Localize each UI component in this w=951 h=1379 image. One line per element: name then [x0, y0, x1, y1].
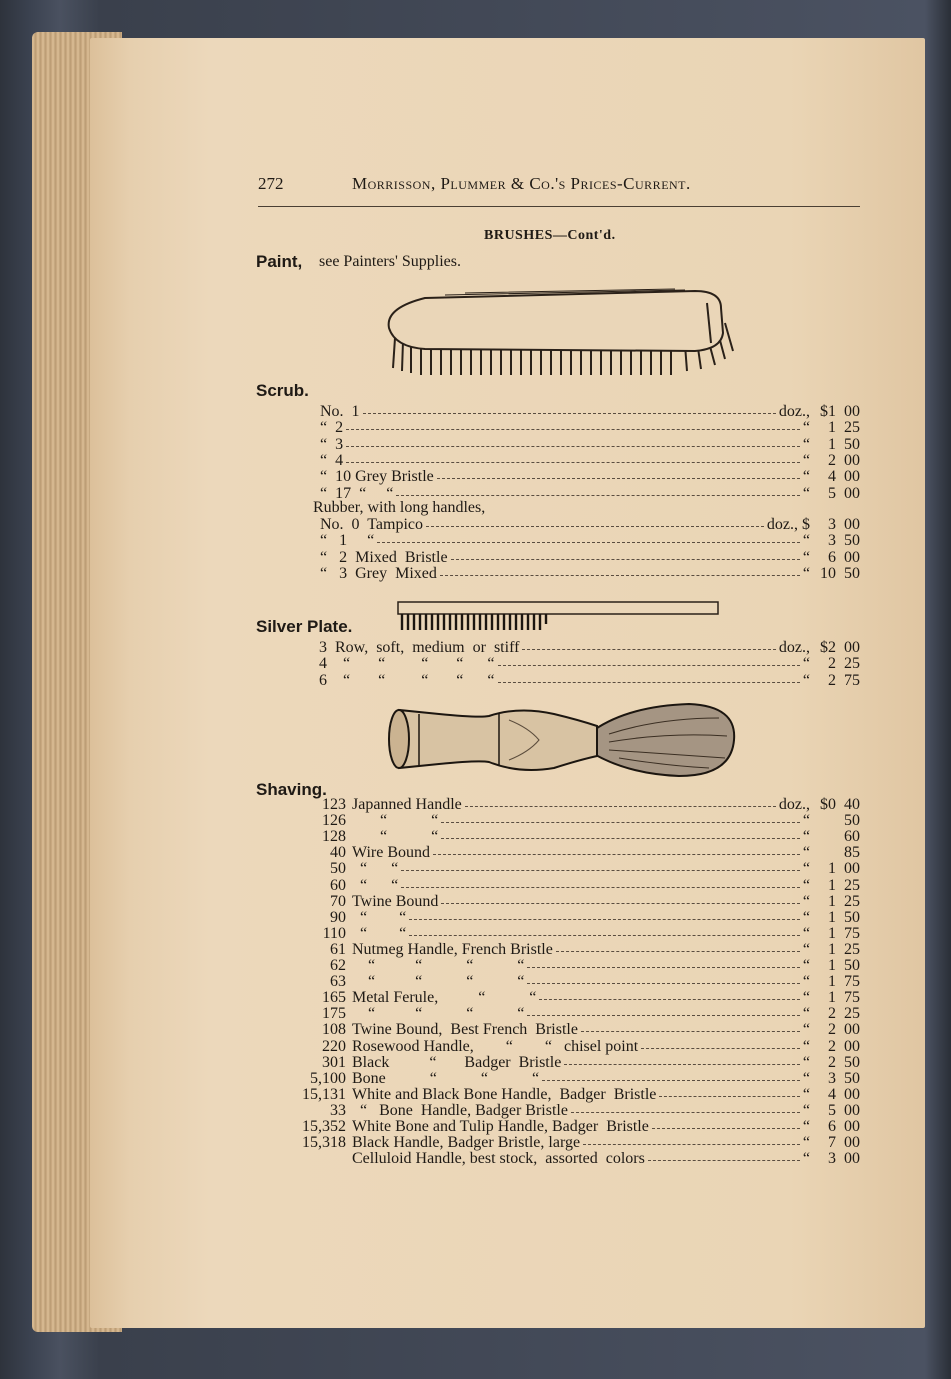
- shaving-row: [0, 1103, 951, 1119]
- shaving-price: [814, 1055, 860, 1071]
- silver-price-dollars: $2: [820, 639, 836, 656]
- shaving-price: [814, 894, 860, 910]
- shaving-row: [0, 1151, 951, 1167]
- scrub-price: [814, 469, 860, 485]
- shaving-leader-dots: [641, 1048, 800, 1049]
- shaving-item-number: 123: [322, 796, 346, 813]
- paint-title: Paint,: [256, 252, 303, 271]
- shaving-item-label: Wire Bound: [352, 844, 431, 862]
- silver-unit: doz.,: [778, 639, 810, 656]
- shaving-leader-dots: [581, 1031, 800, 1032]
- scrub-item-label: No. 1: [320, 403, 360, 420]
- shaving-price-dollars: 1: [828, 876, 836, 894]
- shaving-item-number: 15,318: [302, 1134, 346, 1152]
- scrub-row: [0, 469, 951, 485]
- shaving-item-label: “ “: [352, 876, 399, 894]
- shaving-item-label: White Bone and Tulip Handle, Badger Bristle: [352, 1118, 649, 1135]
- shaving-item-label: “ Bone Handle, Badger Bristle: [352, 1101, 568, 1119]
- shaving-price-cents: 00: [844, 1085, 860, 1103]
- scrub-price-cents: 00: [844, 403, 860, 420]
- paint-text: see Painters' Supplies.: [319, 253, 461, 270]
- scrub-price-cents: 50: [844, 435, 860, 453]
- scrub-block: [389, 291, 723, 351]
- shaving-price-dollars: 3: [828, 1069, 836, 1087]
- section-heading: BRUSHES—Cont'd.: [484, 228, 616, 243]
- shaving-leader-dots: [571, 1112, 800, 1113]
- shaving-unit: “: [802, 812, 810, 830]
- shaving-leader-dots: [401, 887, 800, 888]
- scrub-title: Scrub.: [256, 381, 309, 400]
- shaving-item-label: “ “ “ “: [352, 957, 525, 974]
- shaving-price: [814, 1135, 860, 1151]
- scrub-price: [814, 420, 860, 436]
- shaving-price-cents: 00: [844, 1134, 860, 1152]
- shaving-price-cents: 85: [844, 844, 860, 862]
- shaving-row: [0, 813, 951, 829]
- rubber-leader-dots: [440, 575, 800, 576]
- silver-plate-brush-illustration: [396, 600, 726, 632]
- shaving-price-cents: 25: [844, 876, 860, 894]
- silver-item-label: 3 Row, soft, medium or stiff: [319, 639, 520, 656]
- shaving-price-dollars: 1: [828, 957, 836, 974]
- scrub-leader-dots: [437, 478, 800, 479]
- silver-unit: “: [802, 671, 810, 689]
- scrub-price: [814, 404, 860, 420]
- shaving-unit: “: [802, 1037, 810, 1055]
- scrub-unit: “: [802, 468, 810, 486]
- shaving-item-label: Rosewood Handle, “ “ chisel point: [352, 1037, 639, 1055]
- shaving-price: [814, 813, 860, 829]
- shaving-row: [0, 1022, 951, 1038]
- shaving-row: [0, 1055, 951, 1071]
- scrub-price-dollars: 1: [828, 419, 836, 437]
- silver-leader-dots: [498, 682, 800, 683]
- shaving-item-label: Black “ Badger Bristle: [352, 1053, 562, 1071]
- scrub-row: [0, 453, 951, 469]
- shaving-item-label: “ “ “ “: [352, 973, 525, 991]
- scrub-row: [0, 420, 951, 436]
- shaving-row: [0, 878, 951, 894]
- shaving-row: [0, 942, 951, 958]
- shaving-unit: “: [802, 989, 810, 1007]
- shaving-item-label: Bone “ “ “: [352, 1069, 540, 1087]
- scrub-item-label: “ 2: [320, 419, 344, 437]
- scrub-leader-dots: [346, 446, 800, 447]
- shaving-price-dollars: $0: [820, 796, 836, 813]
- scrub-unit: doz.,: [778, 403, 810, 420]
- shaving-item-number: 301: [322, 1053, 346, 1071]
- silver-row: [0, 673, 951, 689]
- rubber-price: [814, 550, 860, 566]
- silver-item-label: 4 “ “ “ “ “: [319, 655, 495, 673]
- running-title: Morrisson, Plummer & Co.'s Prices-Current.: [352, 174, 691, 193]
- shaving-leader-dots: [527, 983, 799, 984]
- scrub-price-dollars: $1: [820, 403, 836, 420]
- shaving-price-cents: 40: [844, 796, 860, 813]
- shaving-leader-dots: [441, 822, 800, 823]
- shaving-item-number: 90: [330, 908, 346, 926]
- shaving-item-label: “ “ “ “: [352, 1005, 525, 1023]
- shaving-row: [0, 958, 951, 974]
- shaving-unit: “: [802, 828, 810, 846]
- shaving-leader-dots: [401, 870, 800, 871]
- shaving-row: [0, 1039, 951, 1055]
- rubber-price-dollars: 3: [828, 516, 836, 533]
- shaving-unit: “: [802, 876, 810, 894]
- shaving-item-label: “ “: [352, 860, 399, 878]
- rubber-price-dollars: 10: [820, 564, 836, 582]
- shaving-leader-dots: [409, 935, 800, 936]
- shaving-unit: doz.,: [778, 796, 810, 813]
- shaving-leader-dots: [583, 1144, 800, 1145]
- rubber-price-cents: 50: [844, 532, 860, 550]
- shaving-brush-illustration: [379, 698, 739, 788]
- shaving-price: [814, 1039, 860, 1055]
- shaving-item-number: 61: [330, 940, 346, 958]
- shaving-row: [0, 974, 951, 990]
- rubber-price-cents: 00: [844, 516, 860, 533]
- rubber-unit: “: [802, 532, 810, 550]
- shaving-price-cents: 50: [844, 1053, 860, 1071]
- shaving-leader-dots: [441, 838, 800, 839]
- rubber-row: [0, 533, 951, 549]
- shaving-price-cents: 00: [844, 1021, 860, 1039]
- shaving-title: Shaving.: [256, 780, 327, 799]
- shaving-item-number: 63: [330, 973, 346, 991]
- shaving-leader-dots: [539, 999, 799, 1000]
- shaving-price-cents: 00: [844, 1037, 860, 1055]
- shaving-item-number: 175: [322, 1005, 346, 1023]
- shaving-price-cents: 25: [844, 1005, 860, 1023]
- shaving-price: [814, 1071, 860, 1087]
- shaving-unit: “: [802, 1021, 810, 1039]
- shaving-price: [814, 878, 860, 894]
- shaving-row: [0, 1119, 951, 1135]
- rubber-leader-dots: [426, 526, 764, 527]
- shaving-unit: “: [802, 908, 810, 926]
- header-rule: [258, 206, 860, 207]
- shaving-item-label: Black Handle, Badger Bristle, large: [352, 1134, 581, 1152]
- shaving-leader-dots: [542, 1080, 800, 1081]
- rubber-price-dollars: 3: [828, 532, 836, 550]
- shaving-unit: “: [802, 844, 810, 862]
- shaving-row: [0, 1071, 951, 1087]
- shaving-price-dollars: 4: [828, 1085, 836, 1103]
- shaving-item-number: 70: [330, 892, 346, 910]
- scrub-price: [814, 453, 860, 469]
- shaving-price-dollars: 1: [828, 973, 836, 991]
- shaving-price-cents: 25: [844, 892, 860, 910]
- scrub-row: [0, 437, 951, 453]
- shaving-price-dollars: 1: [828, 908, 836, 926]
- silver-plate-title: Silver Plate.: [256, 617, 353, 636]
- silver-price-dollars: 2: [828, 655, 836, 673]
- shaving-item-number: 15,131: [302, 1085, 346, 1103]
- silver-unit: “: [802, 655, 810, 673]
- shaving-price-cents: 50: [844, 812, 860, 830]
- silver-price: [814, 673, 860, 689]
- page-number: 272: [258, 174, 284, 193]
- scrub-unit: “: [802, 419, 810, 437]
- rubber-unit: “: [802, 564, 810, 582]
- shaving-row: [0, 1006, 951, 1022]
- rubber-item-label: No. 0 Tampico: [320, 516, 424, 533]
- shaving-leader-dots: [564, 1064, 800, 1065]
- shaving-leader-dots: [409, 919, 800, 920]
- shaving-item-label: Twine Bound: [352, 892, 439, 910]
- shaving-unit: “: [802, 1069, 810, 1087]
- silver-price-cents: 25: [844, 655, 860, 673]
- shaving-leader-dots: [441, 903, 799, 904]
- shaving-item-label: White and Black Bone Handle, Badger Bristle: [352, 1085, 657, 1103]
- rubber-item-label: “ 2 Mixed Bristle: [320, 548, 448, 566]
- shaving-price: [814, 797, 860, 813]
- shaving-row: [0, 797, 951, 813]
- rubber-row: [0, 566, 951, 582]
- rubber-item-label: “ 3 Grey Mixed: [320, 564, 437, 582]
- silver-leader-dots: [522, 649, 775, 650]
- shaving-price-cents: 00: [844, 1118, 860, 1135]
- shaving-row: [0, 894, 951, 910]
- shaving-item-label: “ “: [352, 924, 407, 942]
- scrub-unit: “: [802, 435, 810, 453]
- shaving-item-label: Twine Bound, Best French Bristle: [352, 1021, 578, 1039]
- shaving-item-label: “ “: [352, 908, 407, 926]
- scrub-leader-dots: [363, 413, 776, 414]
- shaving-item-number: 62: [330, 957, 346, 974]
- shaving-item-label: “ “: [352, 828, 439, 846]
- shaving-leader-dots: [527, 967, 799, 968]
- silver-price-dollars: 2: [828, 671, 836, 689]
- shaving-price: [814, 829, 860, 845]
- shaving-price-dollars: 1: [828, 989, 836, 1007]
- shaving-unit: “: [802, 940, 810, 958]
- shaving-unit: “: [802, 892, 810, 910]
- shaving-leader-dots: [659, 1096, 800, 1097]
- silver-leader-dots: [498, 665, 800, 666]
- shaving-item-number: 50: [330, 860, 346, 878]
- scrub-price-dollars: 5: [828, 484, 836, 502]
- shaving-price: [814, 1151, 860, 1167]
- scrub-price-cents: 00: [844, 468, 860, 486]
- shaving-price-cents: 50: [844, 1069, 860, 1087]
- shaving-price-dollars: 2: [828, 1005, 836, 1023]
- shaving-unit: “: [802, 1150, 810, 1168]
- scrub-price: [814, 437, 860, 453]
- silver-row: [0, 640, 951, 656]
- shaving-row: [0, 845, 951, 861]
- shaving-price-cents: 75: [844, 924, 860, 942]
- shaving-price: [814, 942, 860, 958]
- silver-price: [814, 656, 860, 672]
- shaving-price-cents: 50: [844, 957, 860, 974]
- rubber-price-cents: 50: [844, 564, 860, 582]
- shaving-price-cents: 75: [844, 989, 860, 1007]
- shaving-price-cents: 60: [844, 828, 860, 846]
- shaving-price-dollars: 1: [828, 940, 836, 958]
- shaving-price-cents: 25: [844, 940, 860, 958]
- shaving-row: [0, 1135, 951, 1151]
- rubber-price-dollars: 6: [828, 548, 836, 566]
- scrub-leader-dots: [396, 495, 800, 496]
- shaving-price: [814, 1119, 860, 1135]
- scrub-unit: “: [802, 484, 810, 502]
- scrub-price-dollars: 1: [828, 435, 836, 453]
- shaving-item-number: 220: [322, 1037, 346, 1055]
- shaving-unit: “: [802, 1134, 810, 1152]
- shaving-price: [814, 910, 860, 926]
- silver-price-cents: 75: [844, 671, 860, 689]
- shaving-brush-bristles: [594, 704, 734, 776]
- shaving-price-dollars: 6: [828, 1118, 836, 1135]
- shaving-price: [814, 861, 860, 877]
- rubber-heading: Rubber, with long handles,: [313, 499, 486, 516]
- scrub-price: [814, 486, 860, 502]
- scrub-item-label: “ 17 “ “: [320, 484, 394, 502]
- shaving-unit: “: [802, 1005, 810, 1023]
- shaving-item-number: 108: [322, 1021, 346, 1039]
- shaving-row: [0, 1087, 951, 1103]
- shaving-price: [814, 926, 860, 942]
- rubber-price-cents: 00: [844, 548, 860, 566]
- silver-price: [814, 640, 860, 656]
- scrub-price-cents: 25: [844, 419, 860, 437]
- rubber-leader-dots: [377, 542, 800, 543]
- shaving-item-label: Nutmeg Handle, French Bristle: [352, 940, 553, 958]
- shaving-price-dollars: 5: [828, 1101, 836, 1119]
- shaving-item-label: Japanned Handle: [352, 796, 462, 813]
- rubber-row: [0, 517, 951, 533]
- rubber-item-label: “ 1 “: [320, 532, 375, 550]
- shaving-price-cents: 50: [844, 908, 860, 926]
- shaving-price-cents: 75: [844, 973, 860, 991]
- silver-brush-handle: [398, 602, 718, 614]
- shaving-item-number: 165: [322, 989, 346, 1007]
- silver-row: [0, 656, 951, 672]
- shaving-row: [0, 910, 951, 926]
- shaving-item-label: Celluloid Handle, best stock, assorted colors: [352, 1150, 645, 1168]
- shaving-row: [0, 926, 951, 942]
- shaving-item-number: 15,352: [302, 1118, 346, 1135]
- rubber-row: [0, 550, 951, 566]
- rubber-price: [814, 517, 860, 533]
- shaving-price-cents: 00: [844, 1150, 860, 1168]
- shaving-row: [0, 829, 951, 845]
- scrub-item-label: “ 3: [320, 435, 344, 453]
- rubber-price: [814, 566, 860, 582]
- scrub-leader-dots: [346, 462, 800, 463]
- shaving-unit: “: [802, 1085, 810, 1103]
- shaving-price-dollars: 1: [828, 860, 836, 878]
- shaving-leader-dots: [652, 1128, 800, 1129]
- silver-price-cents: 00: [844, 639, 860, 656]
- shaving-price-cents: 00: [844, 1101, 860, 1119]
- shaving-brush-handle: [393, 710, 597, 770]
- rubber-leader-dots: [451, 559, 800, 560]
- shaving-price: [814, 1006, 860, 1022]
- shaving-unit: “: [802, 860, 810, 878]
- shaving-leader-dots: [556, 951, 800, 952]
- scrub-price-cents: 00: [844, 484, 860, 502]
- scrub-brush-illustration: [385, 283, 745, 383]
- shaving-price-dollars: 2: [828, 1037, 836, 1055]
- shaving-price: [814, 845, 860, 861]
- scrub-row: [0, 404, 951, 420]
- shaving-item-number: 126: [322, 812, 346, 830]
- shaving-price: [814, 990, 860, 1006]
- shaving-leader-dots: [527, 1015, 799, 1016]
- shaving-unit: “: [802, 1053, 810, 1071]
- shaving-row: [0, 861, 951, 877]
- scrub-unit: “: [802, 451, 810, 469]
- silver-item-label: 6 “ “ “ “ “: [319, 671, 495, 689]
- shaving-unit: “: [802, 1118, 810, 1135]
- shaving-price-dollars: 3: [828, 1150, 836, 1168]
- shaving-price: [814, 958, 860, 974]
- shaving-leader-dots: [465, 806, 776, 807]
- shaving-unit: “: [802, 973, 810, 991]
- shaving-unit: “: [802, 924, 810, 942]
- scrub-price-dollars: 4: [828, 468, 836, 486]
- shaving-item-number: 128: [322, 828, 346, 846]
- shaving-price: [814, 1022, 860, 1038]
- shaving-item-label: Metal Ferule, “ “: [352, 989, 537, 1007]
- shaving-price: [814, 1103, 860, 1119]
- shaving-item-label: “ “: [352, 812, 439, 830]
- shaving-leader-dots: [433, 854, 800, 855]
- scrub-price-cents: 00: [844, 451, 860, 469]
- scrub-item-label: “ 10 Grey Bristle: [320, 468, 434, 486]
- shaving-item-number: 110: [322, 924, 346, 942]
- shaving-price-cents: 00: [844, 860, 860, 878]
- rubber-unit: “: [802, 548, 810, 566]
- shaving-price-dollars: 1: [828, 892, 836, 910]
- shaving-price: [814, 1087, 860, 1103]
- shaving-unit: “: [802, 957, 810, 974]
- rubber-price: [814, 533, 860, 549]
- shaving-price-dollars: 1: [828, 924, 836, 942]
- scrub-price-dollars: 2: [828, 451, 836, 469]
- scrub-leader-dots: [346, 429, 800, 430]
- shaving-item-number: 5,100: [310, 1069, 346, 1087]
- shaving-leader-dots: [648, 1160, 800, 1161]
- shaving-item-number: 60: [330, 876, 346, 894]
- shaving-price-dollars: 7: [828, 1134, 836, 1152]
- shaving-row: [0, 990, 951, 1006]
- shaving-price-dollars: 2: [828, 1053, 836, 1071]
- shaving-item-number: 40: [330, 844, 346, 862]
- shaving-price-dollars: 2: [828, 1021, 836, 1039]
- scrub-item-label: “ 4: [320, 451, 344, 469]
- rubber-unit: doz., $: [766, 516, 810, 533]
- shaving-price: [814, 974, 860, 990]
- shaving-unit: “: [802, 1101, 810, 1119]
- shaving-item-number: 33: [330, 1101, 346, 1119]
